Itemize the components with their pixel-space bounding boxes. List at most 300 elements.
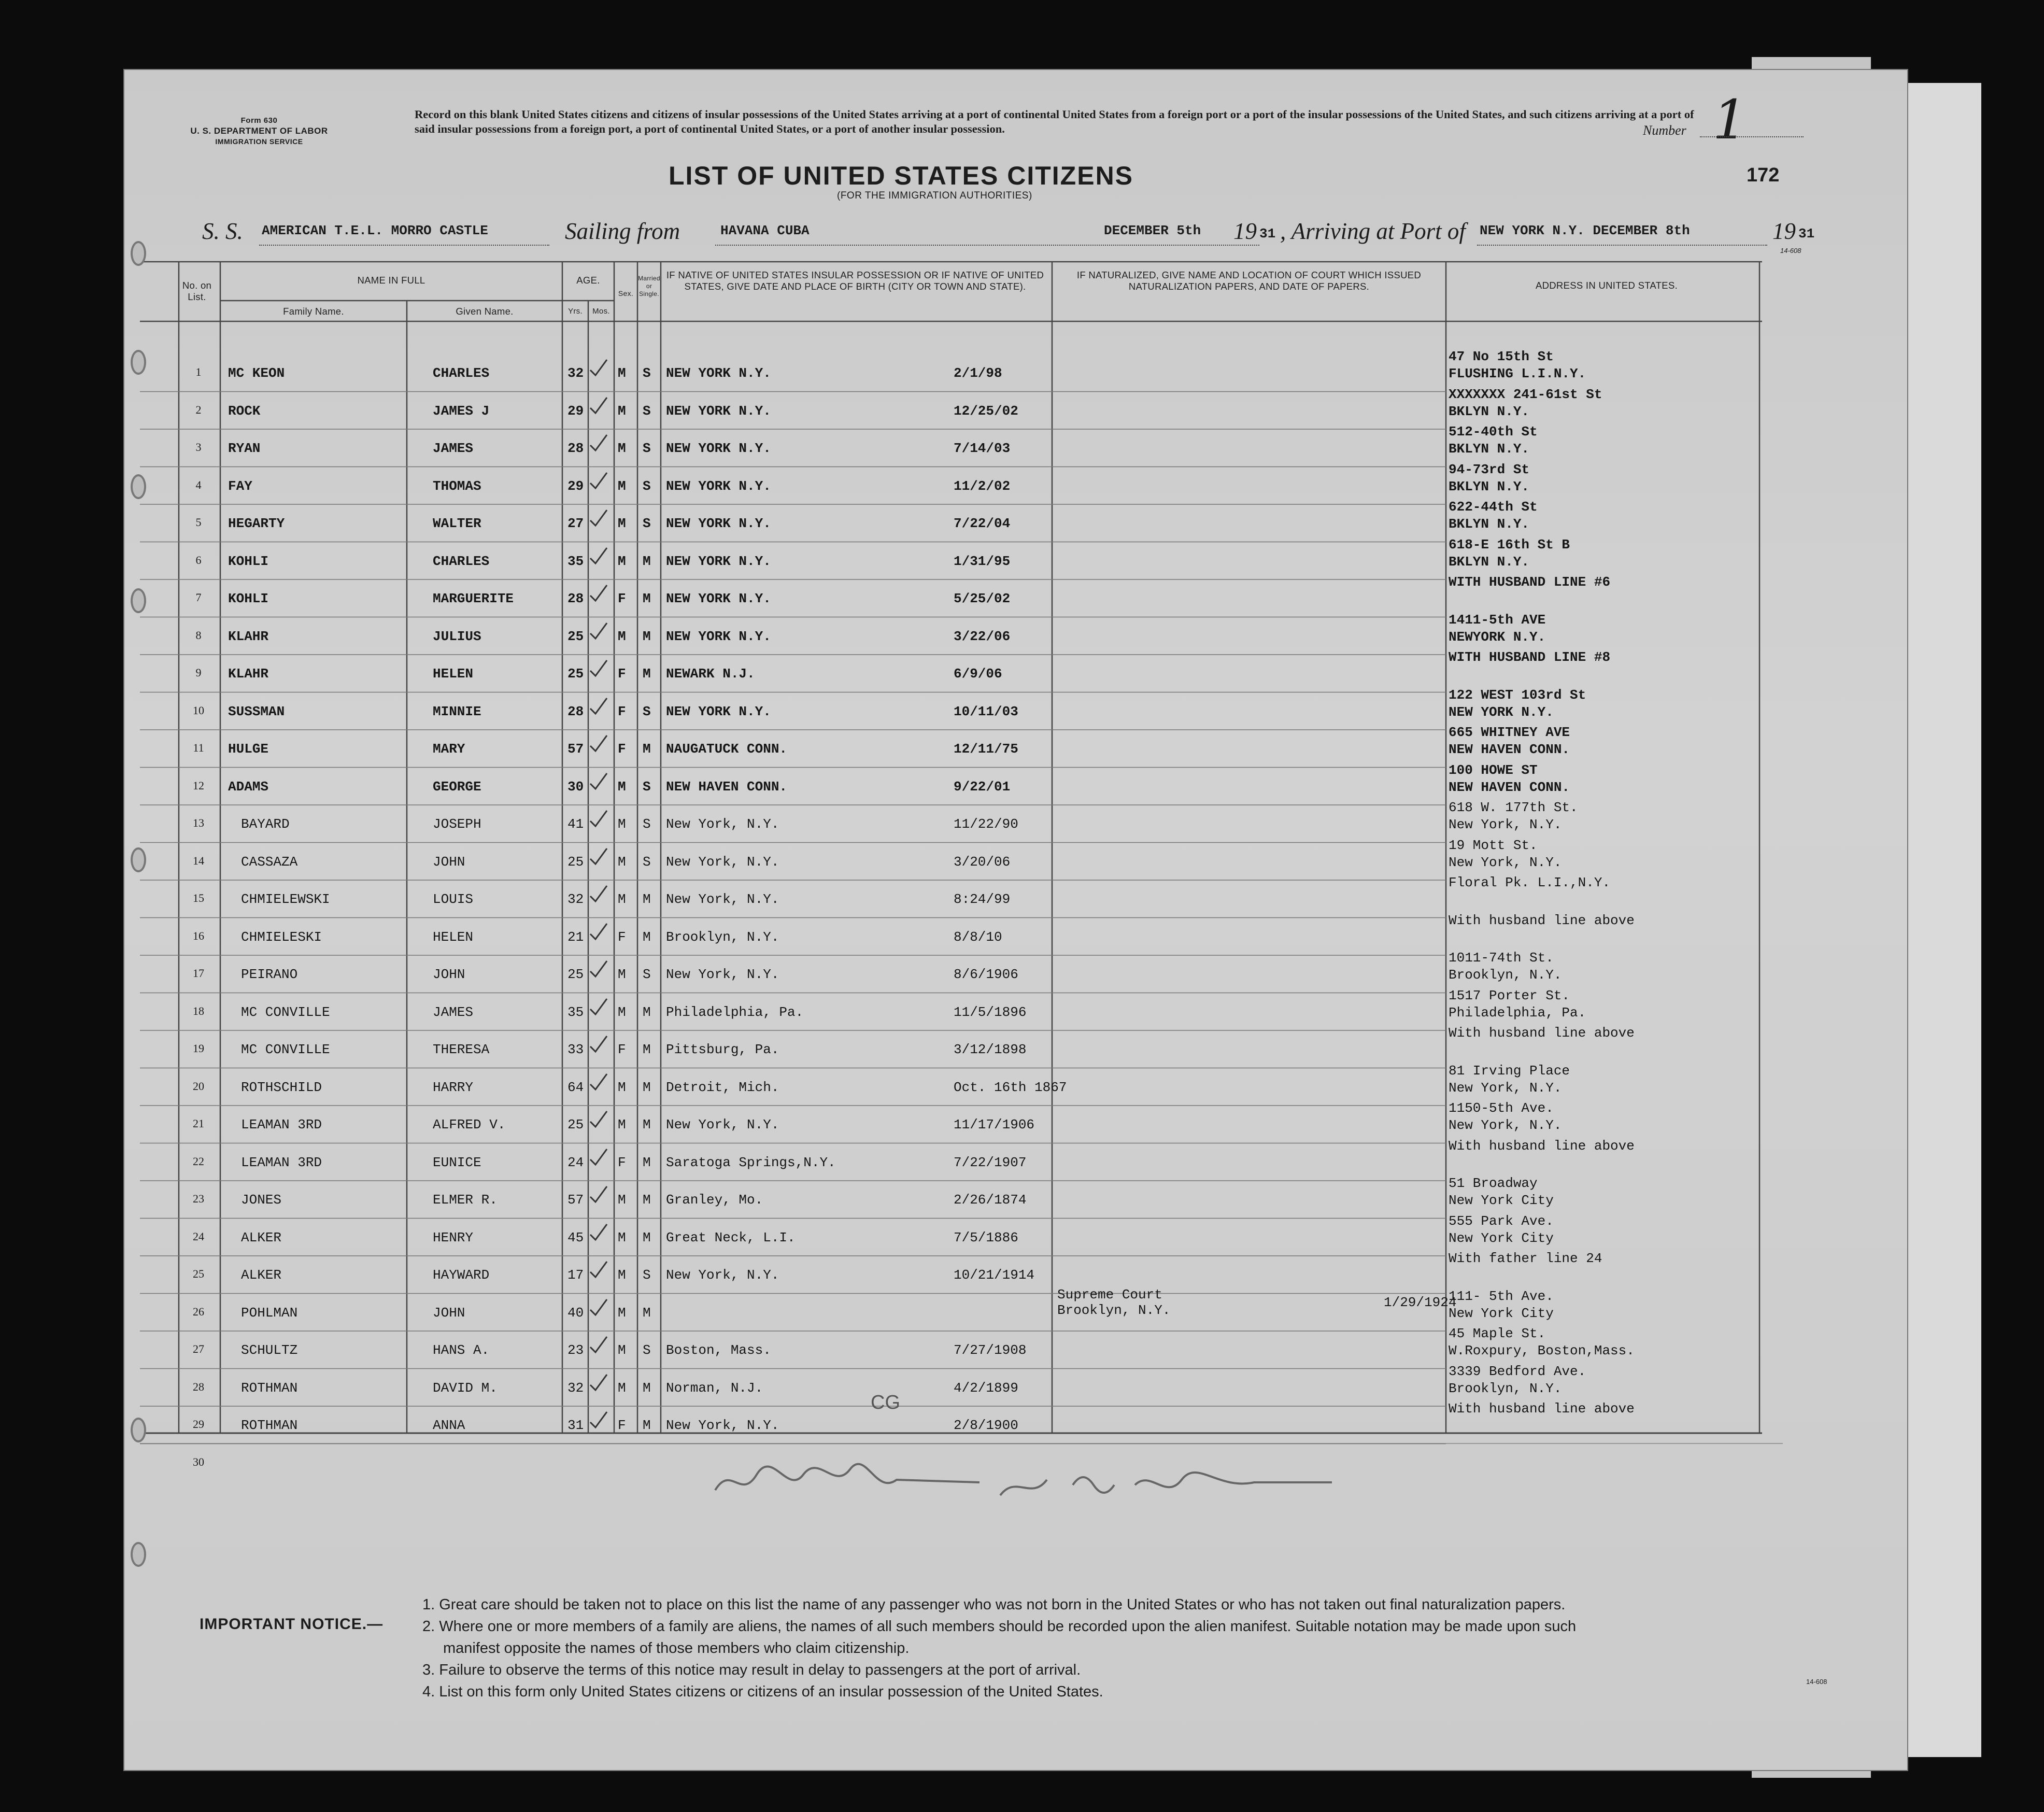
birth-place: New York, N.Y. [666, 854, 779, 870]
row-number: 10 [193, 703, 204, 717]
row-number: 2 [195, 403, 202, 416]
birth-date: 12/25/02 [954, 403, 1018, 419]
row-number: 21 [193, 1117, 204, 1130]
family-name: FAY [228, 478, 252, 494]
age-years: 41 [567, 816, 584, 832]
marital-status: S [643, 778, 651, 795]
sex: F [618, 929, 626, 945]
notice-item-2-cont: manifest opposite the names of those members who claim citizenship. [443, 1640, 910, 1657]
marital-status: S [643, 441, 651, 456]
sex: F [618, 666, 626, 682]
birth-place: Granley, Mo. [666, 1192, 763, 1208]
birth-date: 10/11/03 [954, 703, 1018, 719]
col-family-name: Family Name. [283, 306, 344, 317]
address-line: New York City [1449, 1305, 1554, 1321]
birth-place: Detroit, Mich. [666, 1079, 779, 1095]
family-name: CHMIELEWSKI [241, 891, 330, 907]
check-mark-icon [588, 696, 609, 717]
marital-status: M [643, 553, 651, 569]
address-line: 47 No 15th St [1449, 349, 1554, 364]
marital-status: M [643, 1418, 651, 1433]
check-mark-icon [588, 809, 609, 829]
age-years: 21 [567, 929, 584, 945]
sex: M [618, 1267, 626, 1283]
birth-place: NEW YORK N.Y. [666, 591, 771, 606]
family-name: SCHULTZ [241, 1342, 298, 1358]
age-years: 28 [567, 591, 584, 606]
birth-date: 8:24/99 [954, 891, 1011, 907]
given-name: JOHN [433, 1305, 465, 1321]
age-years: 35 [567, 553, 584, 569]
check-mark-icon [588, 1335, 609, 1355]
check-mark-icon [588, 1372, 609, 1393]
row-number: 26 [193, 1305, 204, 1318]
naturalization-date: 1/29/1924 [1384, 1294, 1457, 1310]
family-name: BAYARD [241, 816, 290, 832]
address-line: 555 Park Ave. [1449, 1213, 1554, 1229]
ship-line [202, 218, 1835, 254]
check-mark-icon [588, 583, 609, 604]
address-line: 3339 Bedford Ave. [1449, 1363, 1586, 1379]
row-number: 14 [193, 854, 204, 867]
marital-status: S [643, 403, 651, 419]
sex: F [618, 1042, 626, 1057]
family-name: KOHLI [228, 553, 269, 569]
birth-date: 8/6/1906 [954, 967, 1018, 982]
family-name: RYAN [228, 441, 261, 456]
row-number: 18 [193, 1004, 204, 1017]
age-years: 45 [567, 1229, 584, 1245]
birth-place: NEW YORK N.Y. [666, 478, 771, 494]
number-value: 1 [1713, 88, 1748, 151]
check-mark-icon [588, 1297, 609, 1318]
punch-hole [131, 241, 146, 266]
family-name: CHMIELESKI [241, 929, 322, 945]
birth-place: NEW YORK N.Y. [666, 628, 771, 644]
sex: F [618, 1418, 626, 1433]
address-line: 122 WEST 103rd St [1449, 687, 1586, 703]
given-name: JOSEPH [433, 816, 481, 832]
family-name: ROTHSCHILD [241, 1079, 322, 1095]
sex: M [618, 1342, 626, 1358]
given-name: GEORGE [433, 778, 481, 795]
age-years: 28 [567, 703, 584, 719]
address-line: With husband line above [1449, 912, 1635, 928]
birth-place: Boston, Mass. [666, 1342, 771, 1358]
address-line: New York, N.Y. [1449, 1117, 1562, 1133]
given-name: HELEN [433, 929, 474, 945]
row-number: 16 [193, 929, 204, 942]
notice-item-2: 2. Where one or more members of a family are aliens, the names of all such members should be recorded upon the alien manifest. Suitable notation may be made upon such [422, 1618, 1577, 1635]
sex: M [618, 1380, 626, 1396]
row-number: 6 [195, 553, 202, 567]
check-mark-icon [588, 1147, 609, 1168]
row-number: 28 [193, 1380, 204, 1393]
birth-place: Pittsburg, Pa. [666, 1042, 779, 1057]
address-line: XXXXXXX 241-61st St [1449, 386, 1602, 402]
birth-place: NEW YORK N.Y. [666, 703, 771, 719]
address-line: 665 WHITNEY AVE [1449, 725, 1570, 740]
address-line: Brooklyn, N.Y. [1449, 1380, 1562, 1396]
sailing-label: Sailing from [565, 218, 680, 244]
col-mos: Mos. [592, 307, 610, 316]
address-line: Floral Pk. L.I.,N.Y. [1449, 875, 1611, 890]
naturalization-court: Brooklyn, N.Y. [1057, 1302, 1171, 1318]
given-name: HENRY [433, 1229, 474, 1245]
row-number: 8 [195, 628, 202, 642]
family-name: ALKER [241, 1229, 282, 1245]
row-number: 17 [193, 967, 204, 980]
sailing-from: HAVANA CUBA [720, 223, 810, 238]
birth-date: 2/26/1874 [954, 1192, 1027, 1208]
birth-date: 3/12/1898 [954, 1042, 1027, 1057]
check-mark-icon [588, 771, 609, 792]
marital-status: S [643, 1267, 651, 1283]
birth-date: 7/14/03 [954, 441, 1011, 456]
marital-status: M [643, 891, 651, 907]
notice-item-3: 3. Failure to observe the terms of this notice may result in delay to passengers at the port of arrival. [422, 1662, 1081, 1678]
family-name: SUSSMAN [228, 703, 285, 719]
birth-date: 8/8/10 [954, 929, 1002, 945]
address-line: 81 Irving Place [1449, 1063, 1570, 1079]
address-line: 51 Broadway [1449, 1176, 1538, 1191]
punch-hole [131, 847, 146, 872]
birth-place: New York, N.Y. [666, 1418, 779, 1433]
row-number: 11 [193, 741, 204, 754]
address-line: NEW YORK N.Y. [1449, 704, 1554, 720]
given-name: JULIUS [433, 628, 481, 644]
marital-status: S [643, 967, 651, 982]
marital-status: S [643, 703, 651, 719]
check-mark-icon [588, 1034, 609, 1055]
birth-place: New York, N.Y. [666, 1267, 779, 1283]
birth-place: New York, N.Y. [666, 967, 779, 982]
address-line: 1011-74th St. [1449, 950, 1554, 966]
sex: M [618, 891, 626, 907]
given-name: CHARLES [433, 553, 490, 569]
col-no-on-list: No. on List. [182, 280, 212, 302]
page-number: 172 [1747, 164, 1780, 186]
address-line: With husband line above [1449, 1025, 1635, 1041]
family-name: MC KEON [228, 365, 285, 381]
check-mark-icon [588, 1222, 609, 1243]
sex: M [618, 441, 626, 456]
row-number: 5 [195, 516, 202, 529]
check-mark-icon [588, 959, 609, 980]
marital-status: S [643, 854, 651, 870]
col-name-in-full: NAME IN FULL [357, 275, 425, 286]
row-number: 12 [193, 778, 204, 792]
punch-hole [131, 474, 146, 499]
naturalization-court: Supreme Court [1057, 1286, 1162, 1303]
address-line: 618 W. 177th St. [1449, 800, 1578, 815]
punch-hole [131, 588, 146, 613]
check-mark-icon [588, 1184, 609, 1205]
family-name: KOHLI [228, 591, 269, 606]
address-line: New York, N.Y. [1449, 854, 1562, 870]
address-line: New York, N.Y. [1449, 817, 1562, 832]
sex: M [618, 365, 626, 381]
marital-status: S [643, 516, 651, 531]
row-number: 20 [193, 1079, 204, 1093]
sex: M [618, 1192, 626, 1208]
row-number: 27 [193, 1342, 204, 1355]
age-years: 29 [567, 403, 584, 419]
birth-place: Norman, N.J. [666, 1380, 763, 1396]
birth-place: NEW YORK N.Y. [666, 516, 771, 531]
given-name: THERESA [433, 1042, 490, 1057]
birth-place: NEW YORK N.Y. [666, 403, 771, 419]
family-name: KLAHR [228, 628, 269, 644]
address-line: 512-40th St [1449, 424, 1538, 440]
address-line: 1517 Porter St. [1449, 987, 1570, 1003]
given-name: LOUIS [433, 891, 474, 907]
sailing-year: 31 [1259, 226, 1276, 242]
family-name: POHLMAN [241, 1305, 298, 1321]
address-line: NEWYORK N.Y. [1449, 629, 1546, 645]
given-name: EUNICE [433, 1154, 481, 1170]
address-line: New York City [1449, 1193, 1554, 1208]
given-name: THOMAS [433, 478, 481, 494]
marital-status: M [643, 666, 651, 682]
given-name: DAVID M. [433, 1380, 498, 1396]
birth-date: 3/20/06 [954, 854, 1011, 870]
address-line: Philadelphia, Pa. [1449, 1004, 1586, 1021]
birth-place: Great Neck, L.I. [666, 1229, 796, 1245]
marital-status: M [643, 1004, 651, 1020]
age-years: 25 [567, 854, 584, 870]
birth-date: 4/2/1899 [954, 1380, 1018, 1396]
col-yrs: Yrs. [568, 307, 583, 316]
row-number: 19 [193, 1042, 204, 1055]
row-number: 25 [193, 1267, 204, 1280]
sailing-year-prefix: 19 [1233, 218, 1257, 244]
sex: M [618, 1229, 626, 1245]
row-26-mark: CG [871, 1392, 900, 1413]
age-years: 32 [567, 891, 584, 907]
check-mark-icon [588, 358, 609, 378]
birth-date: 7/5/1886 [954, 1229, 1018, 1245]
check-mark-icon [588, 997, 609, 1017]
age-years: 30 [567, 778, 584, 795]
row-number: 30 [193, 1455, 204, 1468]
sex: F [618, 591, 626, 606]
marital-status: M [643, 591, 651, 606]
age-years: 25 [567, 628, 584, 644]
age-years: 35 [567, 1004, 584, 1020]
row-number: 29 [193, 1418, 204, 1431]
given-name: HANS A. [433, 1342, 490, 1358]
address-line: NEW HAVEN CONN. [1449, 742, 1570, 757]
age-years: 40 [567, 1305, 584, 1321]
family-name: KLAHR [228, 666, 269, 682]
sex: M [618, 1117, 626, 1133]
col-birth: IF NATIVE OF UNITED STATES INSULAR POSSESSION OR IF NATIVE OF UNITED STATES, GIVE DATE AND PLACE OF BIRTH (CITY OR TOWN AND STATE). [666, 270, 1044, 292]
marital-status: S [643, 478, 651, 494]
family-name: ROTHMAN [241, 1418, 298, 1433]
family-name: PEIRANO [241, 967, 298, 982]
notice-label: IMPORTANT NOTICE.— [200, 1616, 384, 1633]
ship-name: AMERICAN T.E.L. MORRO CASTLE [262, 223, 488, 238]
row-number: 15 [193, 891, 204, 904]
birth-date: 5/25/02 [954, 591, 1011, 606]
col-given-name: Given Name. [456, 306, 514, 317]
row-number: 1 [195, 365, 202, 378]
row-number: 4 [195, 478, 202, 491]
birth-date: 3/22/06 [954, 628, 1011, 644]
manifest-page [124, 70, 1907, 1770]
sex: M [618, 516, 626, 531]
number-underline [1700, 136, 1804, 137]
age-years: 24 [567, 1154, 584, 1170]
address-line: WITH HUSBAND LINE #6 [1449, 574, 1611, 590]
given-name: MINNIE [433, 703, 481, 719]
row-number: 24 [193, 1229, 204, 1243]
given-name: MARGUERITE [433, 591, 514, 606]
sailing-line [715, 245, 1259, 246]
birth-date: 10/21/1914 [954, 1267, 1035, 1283]
birth-place: NEWARK N.J. [666, 666, 755, 682]
service: IMMIGRATION SERVICE [215, 137, 303, 146]
birth-place: New York, N.Y. [666, 1117, 779, 1133]
birth-date: 11/17/1906 [954, 1117, 1035, 1133]
birth-date: 11/2/02 [954, 478, 1011, 494]
marital-status: M [643, 1042, 651, 1057]
col-married-single: Married or Single. [638, 275, 660, 298]
address-line: BKLYN N.Y. [1449, 554, 1530, 570]
sex: F [618, 741, 626, 757]
age-years: 57 [567, 1192, 584, 1208]
row-number: 23 [193, 1192, 204, 1205]
given-name: JAMES [433, 441, 474, 456]
address-line: 1411-5th AVE [1449, 612, 1546, 628]
arrival-year-prefix: 19 [1772, 218, 1796, 244]
marital-status: M [643, 1079, 651, 1095]
age-years: 33 [567, 1042, 584, 1057]
notice-item-4: 4. List on this form only United States citizens or citizens of an insular possession of the United States. [422, 1683, 1103, 1700]
page-subtitle: (FOR THE IMMIGRATION AUTHORITIES) [837, 190, 1032, 201]
sex: M [618, 967, 626, 982]
address-line: NEW HAVEN CONN. [1449, 779, 1570, 795]
sex: F [618, 1154, 626, 1170]
age-years: 64 [567, 1079, 584, 1095]
address-line: With husband line above [1449, 1138, 1635, 1154]
ss-label: S. S. [202, 218, 243, 244]
check-mark-icon [588, 922, 609, 942]
sailing-date: DECEMBER 5th [1104, 223, 1201, 238]
sex: M [618, 553, 626, 569]
address-line: 622-44th St [1449, 499, 1538, 515]
family-name: CASSAZA [241, 854, 298, 870]
birth-date: Oct. 16th 1867 [954, 1079, 1067, 1095]
footer-code: 14-608 [1806, 1678, 1827, 1686]
sex: M [618, 854, 626, 870]
birth-place: NAUGATUCK CONN. [666, 741, 788, 757]
birth-date: 7/22/04 [954, 516, 1011, 531]
check-mark-icon [588, 395, 609, 416]
given-name: JOHN [433, 854, 465, 870]
handwritten-signature-mark [710, 1454, 1436, 1511]
form-header [155, 116, 363, 147]
row-number: 3 [195, 441, 202, 454]
col-age: AGE. [576, 275, 600, 286]
family-name: ROCK [228, 403, 261, 419]
punch-hole [131, 350, 146, 375]
family-name: MC CONVILLE [241, 1042, 330, 1057]
birth-date: 2/1/98 [954, 365, 1002, 381]
birth-place: Saratoga Springs,N.Y. [666, 1154, 836, 1170]
address-line: Brooklyn, N.Y. [1449, 967, 1562, 983]
age-years: 57 [567, 741, 584, 757]
check-mark-icon [588, 508, 609, 529]
address-line: 111- 5th Ave. [1449, 1288, 1554, 1304]
birth-place: NEW YORK N.Y. [666, 441, 771, 456]
check-mark-icon [588, 884, 609, 904]
table-grid [124, 70, 1907, 1770]
given-name: HELEN [433, 666, 474, 682]
age-years: 25 [567, 967, 584, 982]
given-name: MARY [433, 741, 465, 757]
marital-status: M [643, 1117, 651, 1133]
sex: M [618, 778, 626, 795]
check-mark-icon [588, 1410, 609, 1431]
sex: M [618, 628, 626, 644]
birth-date: 11/5/1896 [954, 1004, 1027, 1020]
number-label: Number [1643, 123, 1686, 138]
family-name: JONES [241, 1192, 282, 1208]
row-number: 13 [193, 816, 204, 829]
age-years: 32 [567, 1380, 584, 1396]
age-years: 27 [567, 516, 584, 531]
age-years: 28 [567, 441, 584, 456]
marital-status: M [643, 1154, 651, 1170]
marital-status: S [643, 365, 651, 381]
address-line: W.Roxpury, Boston,Mass. [1449, 1343, 1635, 1358]
family-name: ALKER [241, 1267, 282, 1283]
col-address: ADDRESS IN UNITED STATES. [1535, 280, 1678, 291]
birth-place: NEW HAVEN CONN. [666, 778, 788, 795]
address-line: New York City [1449, 1230, 1554, 1246]
row-number: 22 [193, 1154, 204, 1168]
birth-date: 1/31/95 [954, 553, 1011, 569]
family-name: ADAMS [228, 778, 269, 795]
given-name: JAMES J [433, 403, 490, 419]
address-line: 618-E 16th St B [1449, 536, 1570, 553]
sex: M [618, 1079, 626, 1095]
department: U. S. DEPARTMENT OF LABOR [190, 126, 328, 136]
arrival-port: NEW YORK N.Y. DECEMBER 8th [1480, 223, 1690, 238]
sex: M [618, 478, 626, 494]
address-line: With husband line above [1449, 1401, 1635, 1417]
check-mark-icon [588, 546, 609, 567]
marital-status: M [643, 929, 651, 945]
marital-status: M [643, 741, 651, 757]
sex: M [618, 403, 626, 419]
punch-hole [131, 1542, 146, 1567]
check-mark-icon [588, 846, 609, 867]
address-line: BKLYN N.Y. [1449, 516, 1530, 532]
address-line: WITH HUSBAND LINE #8 [1449, 649, 1611, 665]
marital-status: S [643, 1342, 651, 1358]
check-mark-icon [588, 733, 609, 754]
notice-items [422, 1594, 1873, 1703]
birth-place: NEW YORK N.Y. [666, 365, 771, 381]
birth-date: 11/22/90 [954, 816, 1018, 832]
given-name: WALTER [433, 516, 481, 531]
arrival-year: 31 [1798, 226, 1815, 242]
given-name: ELMER R. [433, 1192, 498, 1208]
given-name: JOHN [433, 967, 465, 982]
